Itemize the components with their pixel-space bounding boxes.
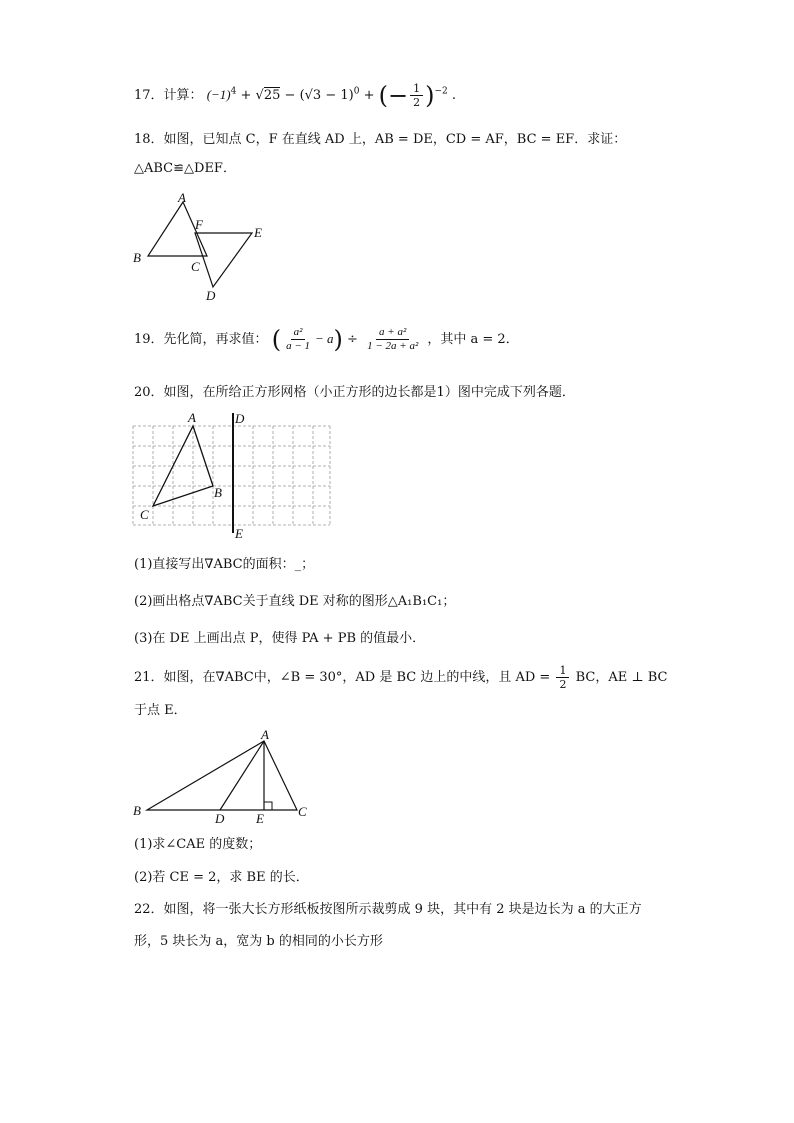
- q20-sub1: (1)直接写出∇ABC的面积：_；: [134, 557, 315, 572]
- q20-figure: [120, 405, 360, 545]
- q19-f1-num: a²: [291, 326, 306, 340]
- q19-div: ÷: [347, 332, 358, 347]
- q22-line1: 22．如图，将一张大长方形纸板按图所示裁剪成 9 块，其中有 2 块是边长为 a 的大正方: [134, 902, 642, 917]
- q17-end: .: [451, 88, 457, 103]
- q21-figure: [130, 728, 320, 828]
- q21-right-angle-mark: [264, 802, 272, 810]
- q21-sub2: (2)若 CE = 2，求 BE 的长．: [134, 870, 309, 885]
- q17-exp4: −2: [434, 86, 448, 97]
- q21-frac-den: 2: [559, 678, 567, 691]
- q21-fraction: [556, 664, 569, 691]
- q17-frac-den: 2: [413, 96, 421, 109]
- q18-triangle-def: [195, 233, 252, 287]
- q17-paren-close: ): [425, 81, 435, 110]
- q18-label-e: E: [254, 225, 262, 240]
- q20-sub3: (3)在 DE 上画出点 P，使得 PA + PB 的值最小．: [134, 631, 426, 646]
- q17-fraction: [410, 82, 423, 109]
- q19-paren-open: (: [271, 325, 282, 354]
- q17-sqrt: √25: [255, 88, 281, 103]
- q20-label-e: E: [235, 526, 243, 541]
- q21-triangle-abc: [147, 741, 297, 810]
- q22-line2: 形，5 块长为 a，宽为 b 的相同的小长方形: [134, 934, 383, 949]
- q18-label-b: B: [133, 250, 141, 265]
- q21-label-c: C: [298, 804, 307, 819]
- q20-label-a: A: [188, 410, 196, 425]
- q18-label-d: D: [206, 288, 216, 303]
- q20-label-d: D: [235, 411, 245, 426]
- q21-line2: 于点 E．: [134, 703, 187, 718]
- q19-prefix: 19．先化简，再求值：: [134, 332, 268, 347]
- q17-minus: −: [284, 88, 296, 103]
- q17-frac-num: 1: [410, 82, 423, 96]
- q17-exp1: 4: [230, 86, 237, 97]
- q21-frac-num: 1: [556, 664, 569, 678]
- q19-f2-num: a + a²: [376, 326, 409, 340]
- q21-label-b: B: [133, 803, 141, 818]
- q21-median-ad: [220, 741, 264, 810]
- q21-label-d: D: [215, 811, 225, 826]
- q21-text-b: BC，AE ⊥ BC: [575, 670, 668, 685]
- q19-f2-den: 1 − 2a + a²: [367, 340, 419, 352]
- q17-plus1: +: [240, 88, 252, 103]
- q19-minus-a: − a: [315, 331, 334, 346]
- q17-plus2: +: [363, 88, 375, 103]
- q19-fraction-1: [283, 326, 313, 353]
- q20-grid: [133, 426, 330, 525]
- q18-line2: △ABC≌△DEF．: [134, 161, 236, 176]
- q17-prefix: 17．计算：: [134, 88, 203, 103]
- q17-line: [134, 82, 456, 109]
- q18-label-a: A: [178, 190, 186, 205]
- q19-line: [134, 326, 519, 353]
- q17-exp3: 0: [353, 86, 360, 97]
- q19-suffix: ，其中 a = 2．: [427, 332, 519, 347]
- q20-label-c: C: [140, 507, 149, 522]
- q20-sub2: (2)画出格点∇ABC关于直线 DE 对称的图形△A₁B₁C₁；: [134, 594, 456, 609]
- q17-term1: (−1): [206, 87, 231, 102]
- q18-label-c: C: [191, 259, 200, 274]
- q21-line1: [134, 664, 667, 691]
- q19-f1-den: a − 1: [286, 340, 310, 352]
- q17-term3: (√3 − 1): [299, 88, 354, 103]
- q18-figure: [130, 190, 290, 305]
- q19-fraction-2: [364, 326, 421, 353]
- q21-label-e: E: [256, 811, 264, 826]
- q19-paren-close: ): [333, 325, 343, 354]
- q21-label-a: A: [261, 727, 269, 742]
- q20-label-b: B: [214, 485, 222, 500]
- q17-sqrt-arg: 25: [263, 88, 281, 103]
- q17-paren-open: (−: [378, 81, 409, 110]
- q21-text-a: 21．如图，在∇ABC中，∠B = 30°，AD 是 BC 边上的中线，且 AD =: [134, 670, 551, 685]
- q21-sub1: (1)求∠CAE 的度数；: [134, 837, 262, 852]
- q18-label-f: F: [195, 217, 203, 232]
- q20-line: 20．如图，在所给正方形网格（小正方形的边长都是1）图中完成下列各题．: [134, 385, 575, 400]
- q18-line1: 18．如图，已知点 C，F 在直线 AD 上，AB = DE，CD = AF，BC = EF．求证：: [134, 132, 627, 147]
